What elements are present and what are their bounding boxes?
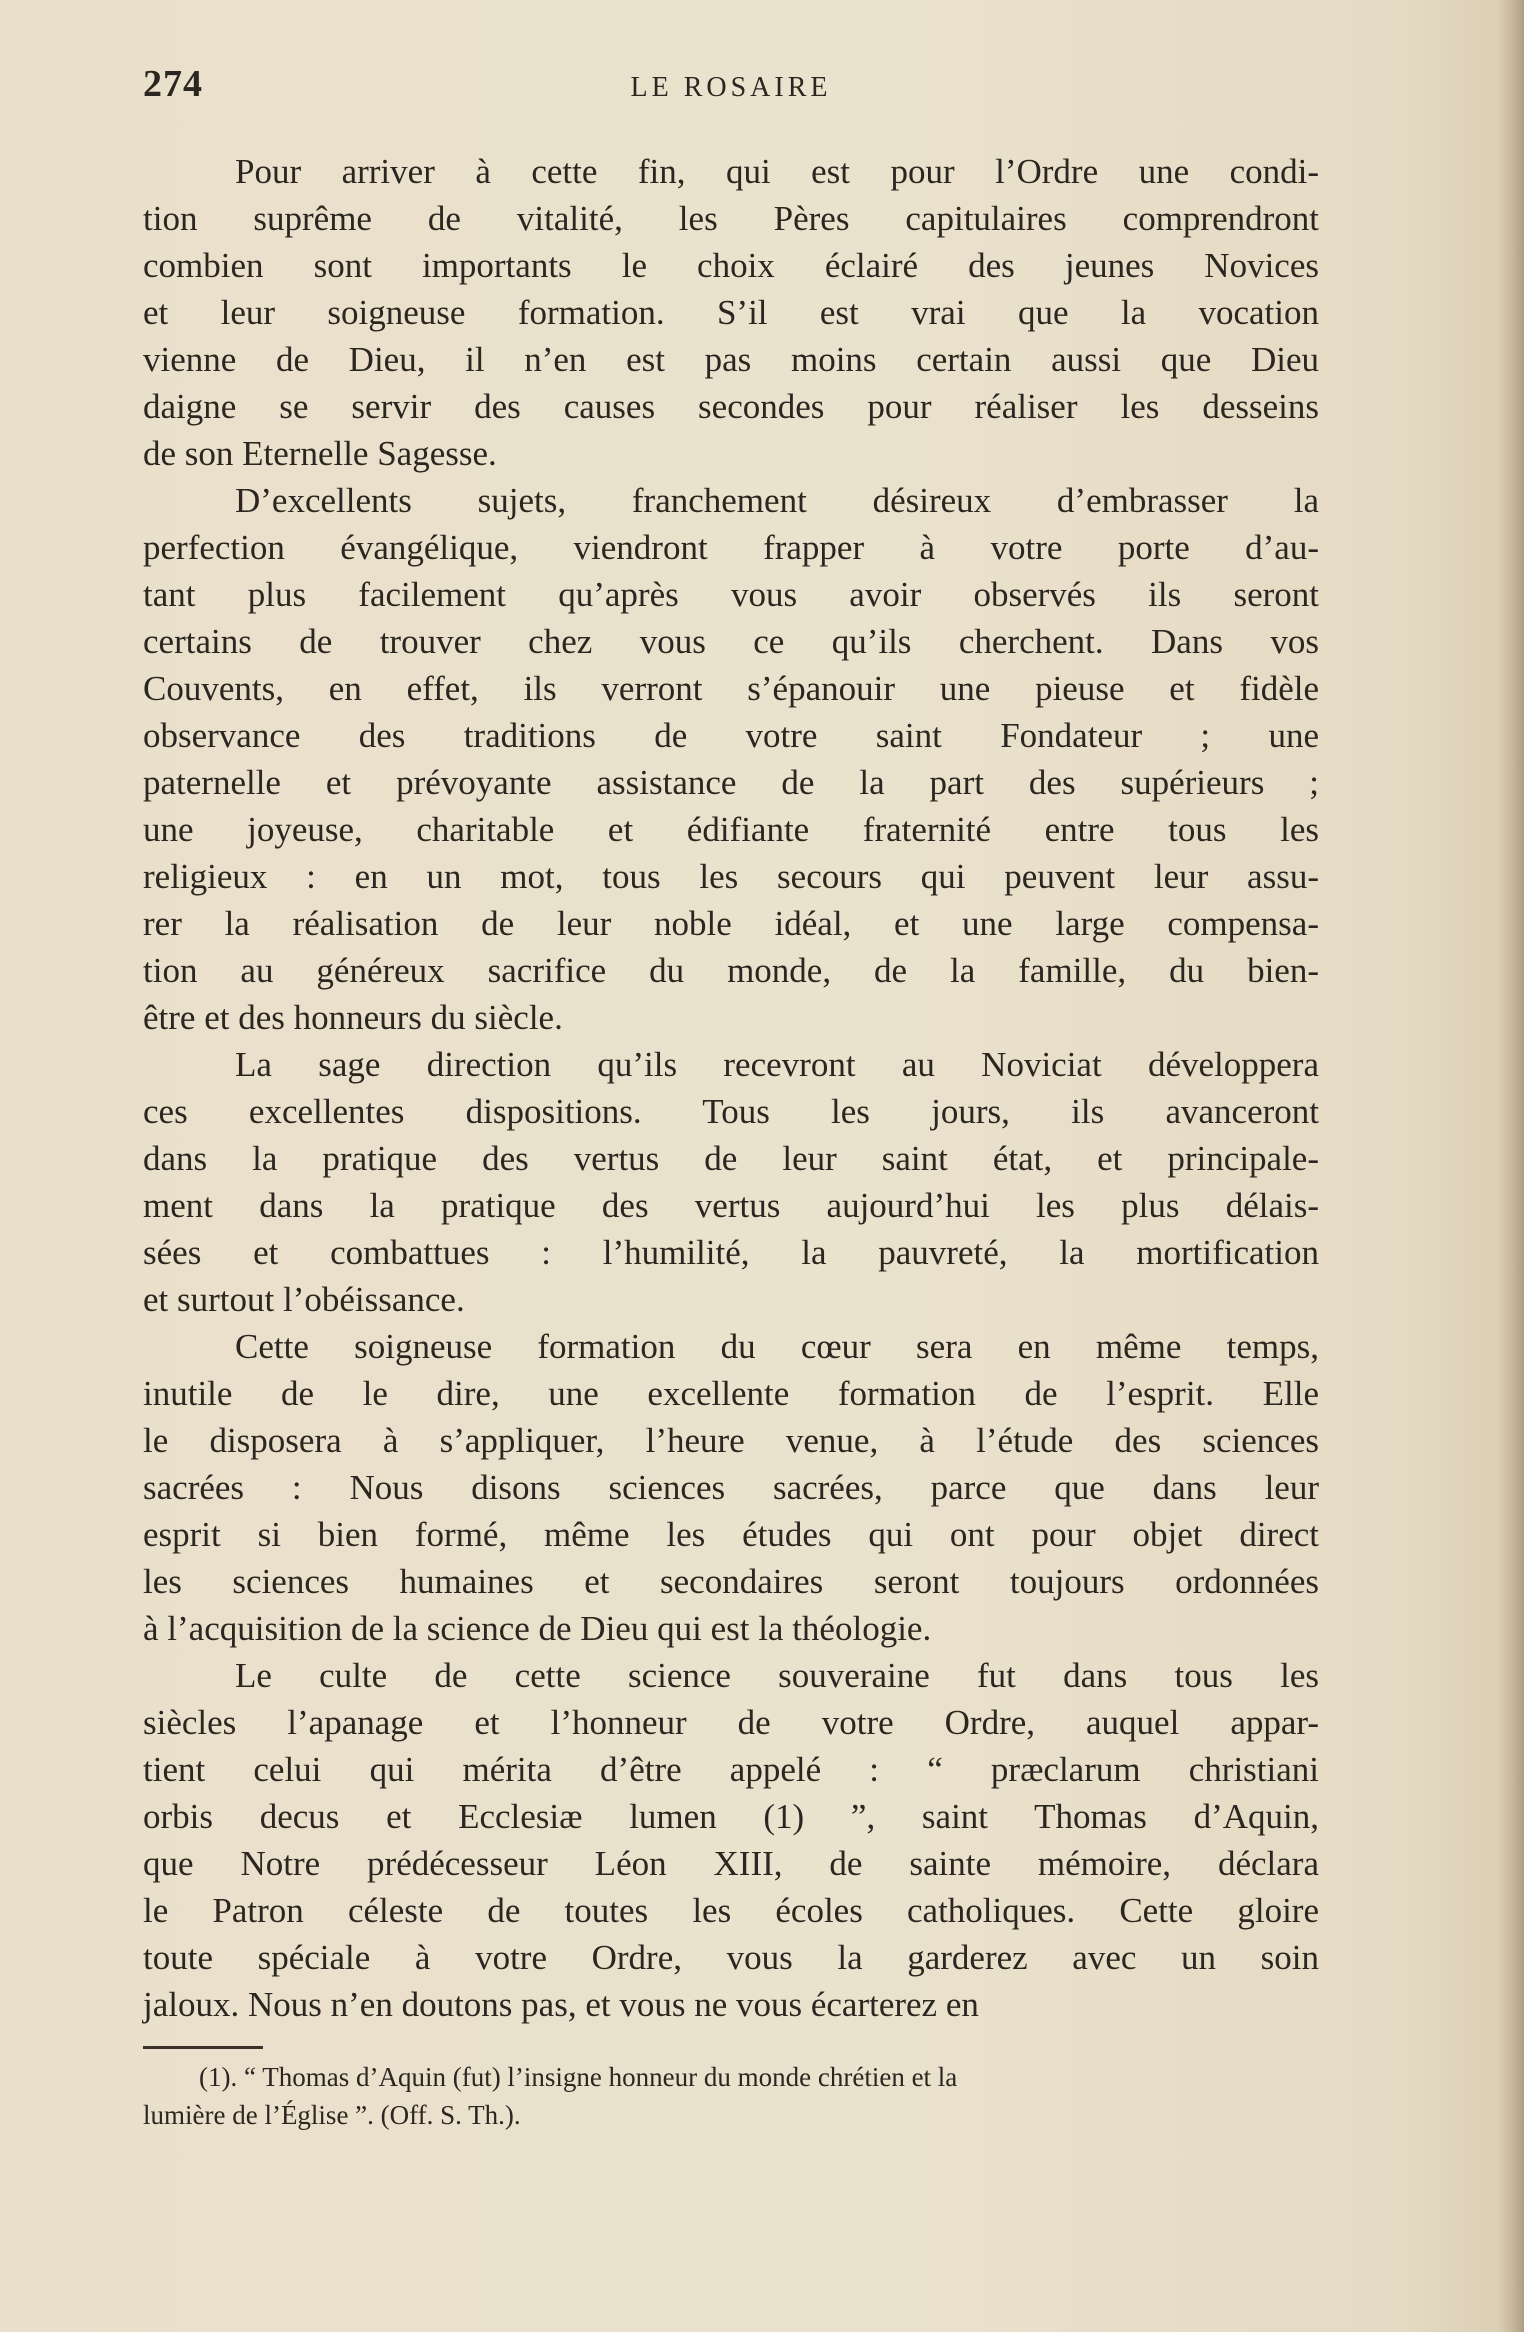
text-line: tant plus facilement qu’après vous avoir observés ils seront [143,575,1319,614]
text-line: ces excellentes dispositions. Tous les jours, ils avanceront [143,1092,1319,1131]
page-header [143,62,1319,122]
text-line: inutile de le dire, une excellente formation de l’esprit. Elle [143,1374,1319,1413]
text-line: jaloux. Nous n’en doutons pas, et vous ne vous écarterez en [143,1985,979,2024]
text-line: sées et combattues : l’humilité, la pauvreté, la mortification [143,1233,1319,1272]
text-line: perfection évangélique, viendront frapper à votre porte d’au- [143,528,1319,567]
text-line: les sciences humaines et secondaires seront toujours ordonnées [143,1562,1319,1601]
text-line: esprit si bien formé, même les études qui ont pour objet direct [143,1515,1319,1554]
text-line: La sage direction qu’ils recevront au Noviciat développera [235,1045,1319,1084]
text-line: Cette soigneuse formation du cœur sera en même temps, [235,1327,1319,1366]
text-line: le disposera à s’appliquer, l’heure venue, à l’étude des sciences [143,1421,1319,1460]
text-line: certains de trouver chez vous ce qu’ils cherchent. Dans vos [143,622,1319,661]
text-line: rer la réalisation de leur noble idéal, et une large compensa- [143,904,1319,943]
text-line: observance des traditions de votre saint Fondateur ; une [143,716,1319,755]
text-line: paternelle et prévoyante assistance de la part des supérieurs ; [143,763,1319,802]
footnote-rule [143,2046,263,2049]
text-line: de son Eternelle Sagesse. [143,434,497,473]
running-title: LE ROSAIRE [630,72,832,103]
text-line: orbis decus et Ecclesiæ lumen (1) ”, saint Thomas d’Aquin, [143,1797,1319,1836]
text-line: tion suprême de vitalité, les Pères capitulaires comprendront [143,199,1319,238]
paragraph [143,1323,1319,1652]
text-line: ment dans la pratique des vertus aujourd’hui les plus délais- [143,1186,1319,1225]
page-number: 274 [143,63,203,105]
paragraph [143,1041,1319,1323]
paragraph [143,1652,1319,2028]
footnote-line: lumière de l’Église ”. (Off. S. Th.). [143,2100,521,2130]
footnote [143,2058,1319,2134]
text-line: sacrées : Nous disons sciences sacrées, parce que dans leur [143,1468,1319,1507]
text-line: tion au généreux sacrifice du monde, de la famille, du bien- [143,951,1319,990]
text-line: Le culte de cette science souveraine fut dans tous les [235,1656,1319,1695]
text-line: religieux : en un mot, tous les secours qui peuvent leur assu- [143,857,1319,896]
text-line: vienne de Dieu, il n’en est pas moins certain aussi que Dieu [143,340,1319,379]
text-line: siècles l’apanage et l’honneur de votre Ordre, auquel appar- [143,1703,1319,1742]
text-line: à l’acquisition de la science de Dieu qui est la théologie. [143,1609,932,1648]
footnote-line: (1). “ Thomas d’Aquin (fut) l’insigne honneur du monde chrétien et la [199,2062,958,2092]
text-line: être et des honneurs du siècle. [143,998,563,1037]
paragraph [143,477,1319,1041]
text-line: et leur soigneuse formation. S’il est vrai que la vocation [143,293,1319,332]
text-line: tient celui qui mérita d’être appelé : “ præclarum christiani [143,1750,1319,1789]
text-line: daigne se servir des causes secondes pour réaliser les desseins [143,387,1319,426]
text-line: Pour arriver à cette fin, qui est pour l’Ordre une condi- [235,152,1319,191]
paragraph [143,148,1319,477]
text-line: une joyeuse, charitable et édifiante fraternité entre tous les [143,810,1319,849]
text-line: toute spéciale à votre Ordre, vous la garderez avec un soin [143,1938,1319,1977]
text-line: dans la pratique des vertus de leur saint état, et principale- [143,1139,1319,1178]
page-gutter-shadow [1498,0,1524,2332]
text-line: combien sont importants le choix éclairé des jeunes Novices [143,246,1319,285]
text-line: et surtout l’obéissance. [143,1280,465,1319]
text-line: D’excellents sujets, franchement désireux d’embrasser la [235,481,1319,520]
text-line: Couvents, en effet, ils verront s’épanouir une pieuse et fidèle [143,669,1319,708]
text-line: que Notre prédécesseur Léon XIII, de sainte mémoire, déclara [143,1844,1319,1883]
body-text [143,148,1319,2028]
text-line: le Patron céleste de toutes les écoles catholiques. Cette gloire [143,1891,1319,1930]
